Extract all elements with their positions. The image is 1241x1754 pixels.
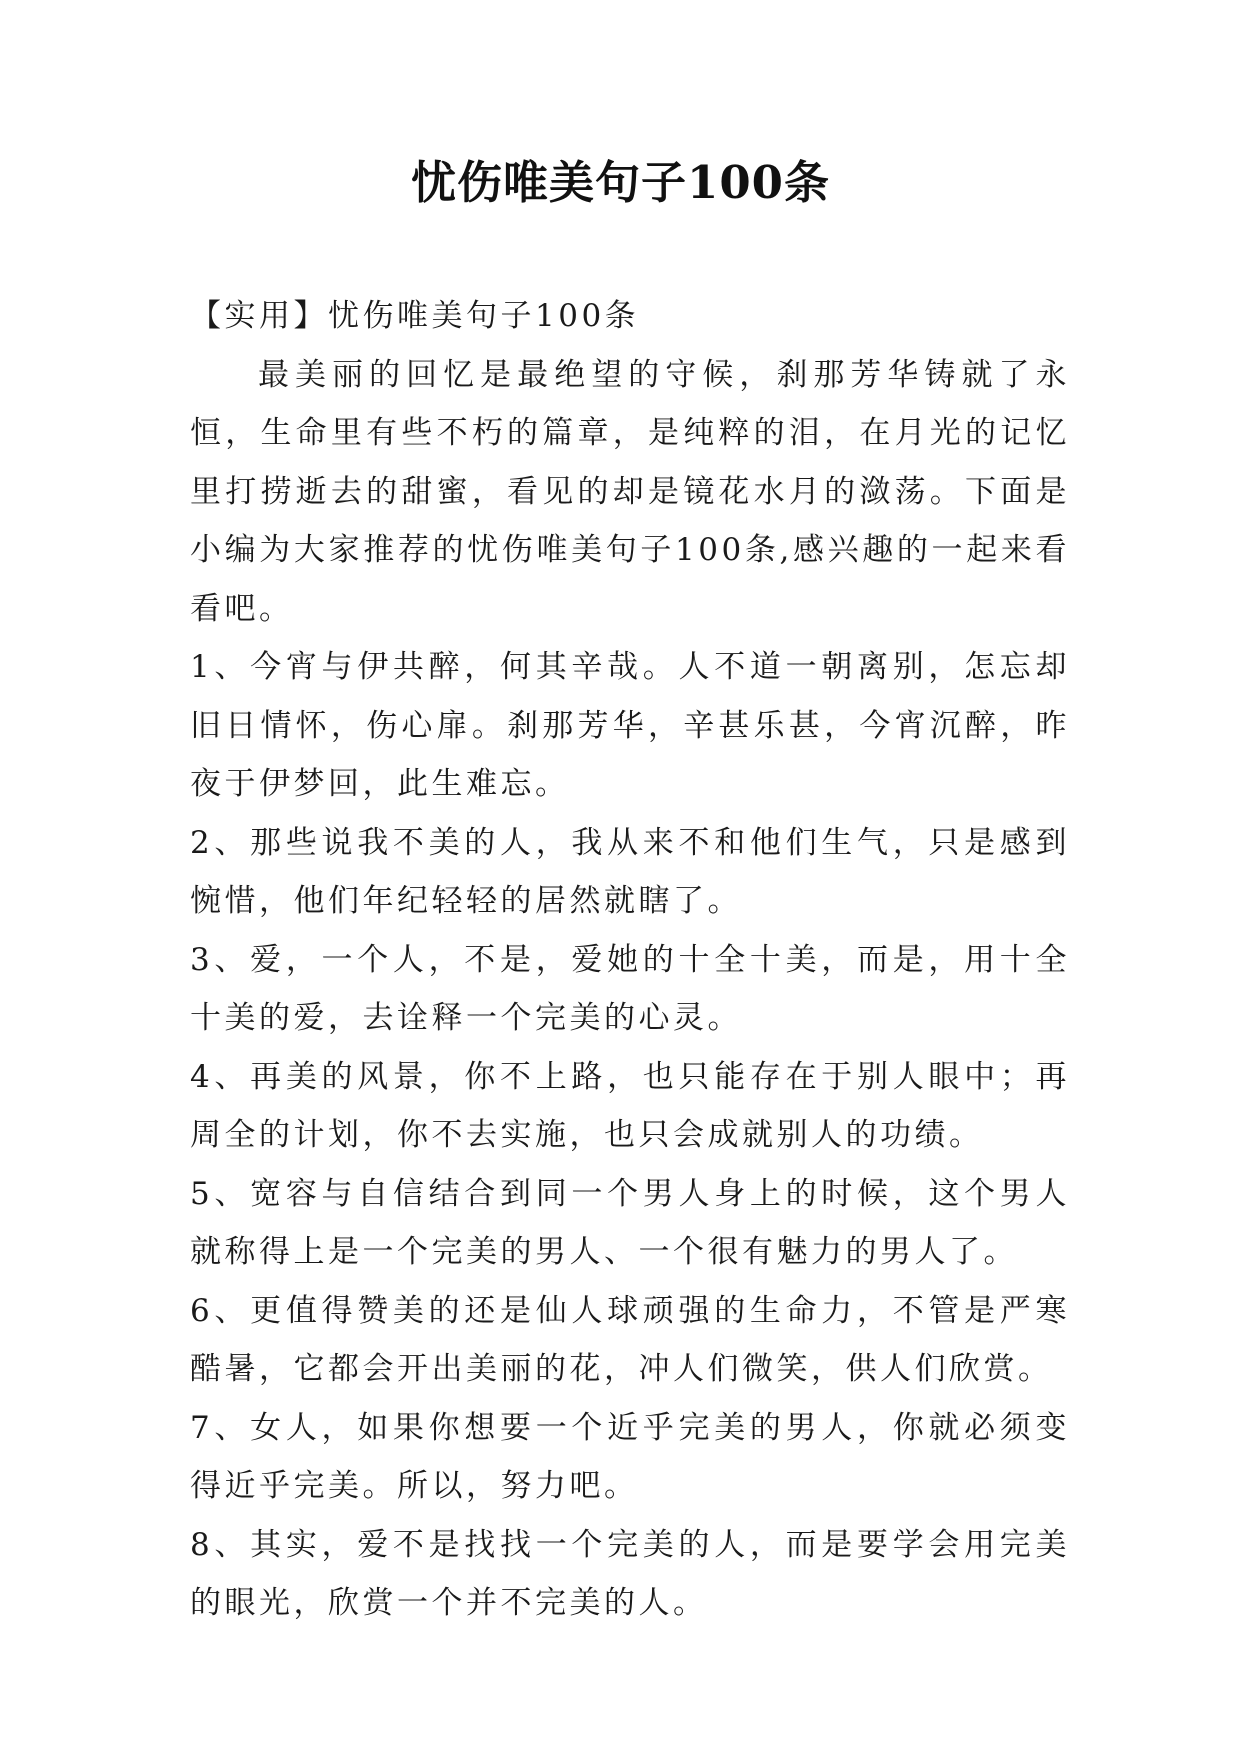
document-subtitle: 【实用】忧伤唯美句子100条 <box>190 298 640 334</box>
list-item: 3、爱，一个人，不是，爱她的十全十美，而是，用十全十美的爱，去诠释一个完美的心灵。 <box>190 941 1070 1036</box>
list-item: 4、再美的风景，你不上路，也只能存在于别人眼中；再周全的计划，你不去实施，也只会成就别人的功绩。 <box>190 1058 1070 1153</box>
list-item: 6、更值得赞美的还是仙人球顽强的生命力，不管是严寒酷暑，它都会开出美丽的花，冲人们微笑，供人们欣赏。 <box>190 1292 1070 1387</box>
list-item: 7、女人，如果你想要一个近乎完美的男人，你就必须变得近乎完美。所以，努力吧。 <box>190 1409 1070 1504</box>
document-title: 忧伤唯美句子100条 <box>411 156 830 209</box>
list-item: 8、其实，爱不是找找一个完美的人，而是要学会用完美的眼光，欣赏一个并不完美的人。 <box>190 1526 1070 1621</box>
list-item: 5、宽容与自信结合到同一个男人身上的时候，这个男人就称得上是一个完美的男人、一个很有魅力的男人了。 <box>190 1175 1070 1270</box>
list-item: 1、今宵与伊共醉，何其辛哉。人不道一朝离别，怎忘却旧日情怀，伤心扉。刹那芳华，辛甚乐甚，今宵沉醉，昨夜于伊梦回，此生难忘。 <box>190 649 1070 802</box>
list-item: 2、那些说我不美的人，我从来不和他们生气，只是感到惋惜，他们年纪轻轻的居然就瞎了。 <box>190 824 1070 919</box>
document-body <box>190 287 1070 1633</box>
intro-paragraph: 最美丽的回忆是最绝望的守候，刹那芳华铸就了永恒，生命里有些不朽的篇章，是纯粹的泪，在月光的记忆里打捞逝去的甜蜜，看见的却是镜花水月的潋荡。下面是小编为大家推荐的忧伤唯美句子100条,感兴趣的一起来看看吧。 <box>190 356 1070 627</box>
